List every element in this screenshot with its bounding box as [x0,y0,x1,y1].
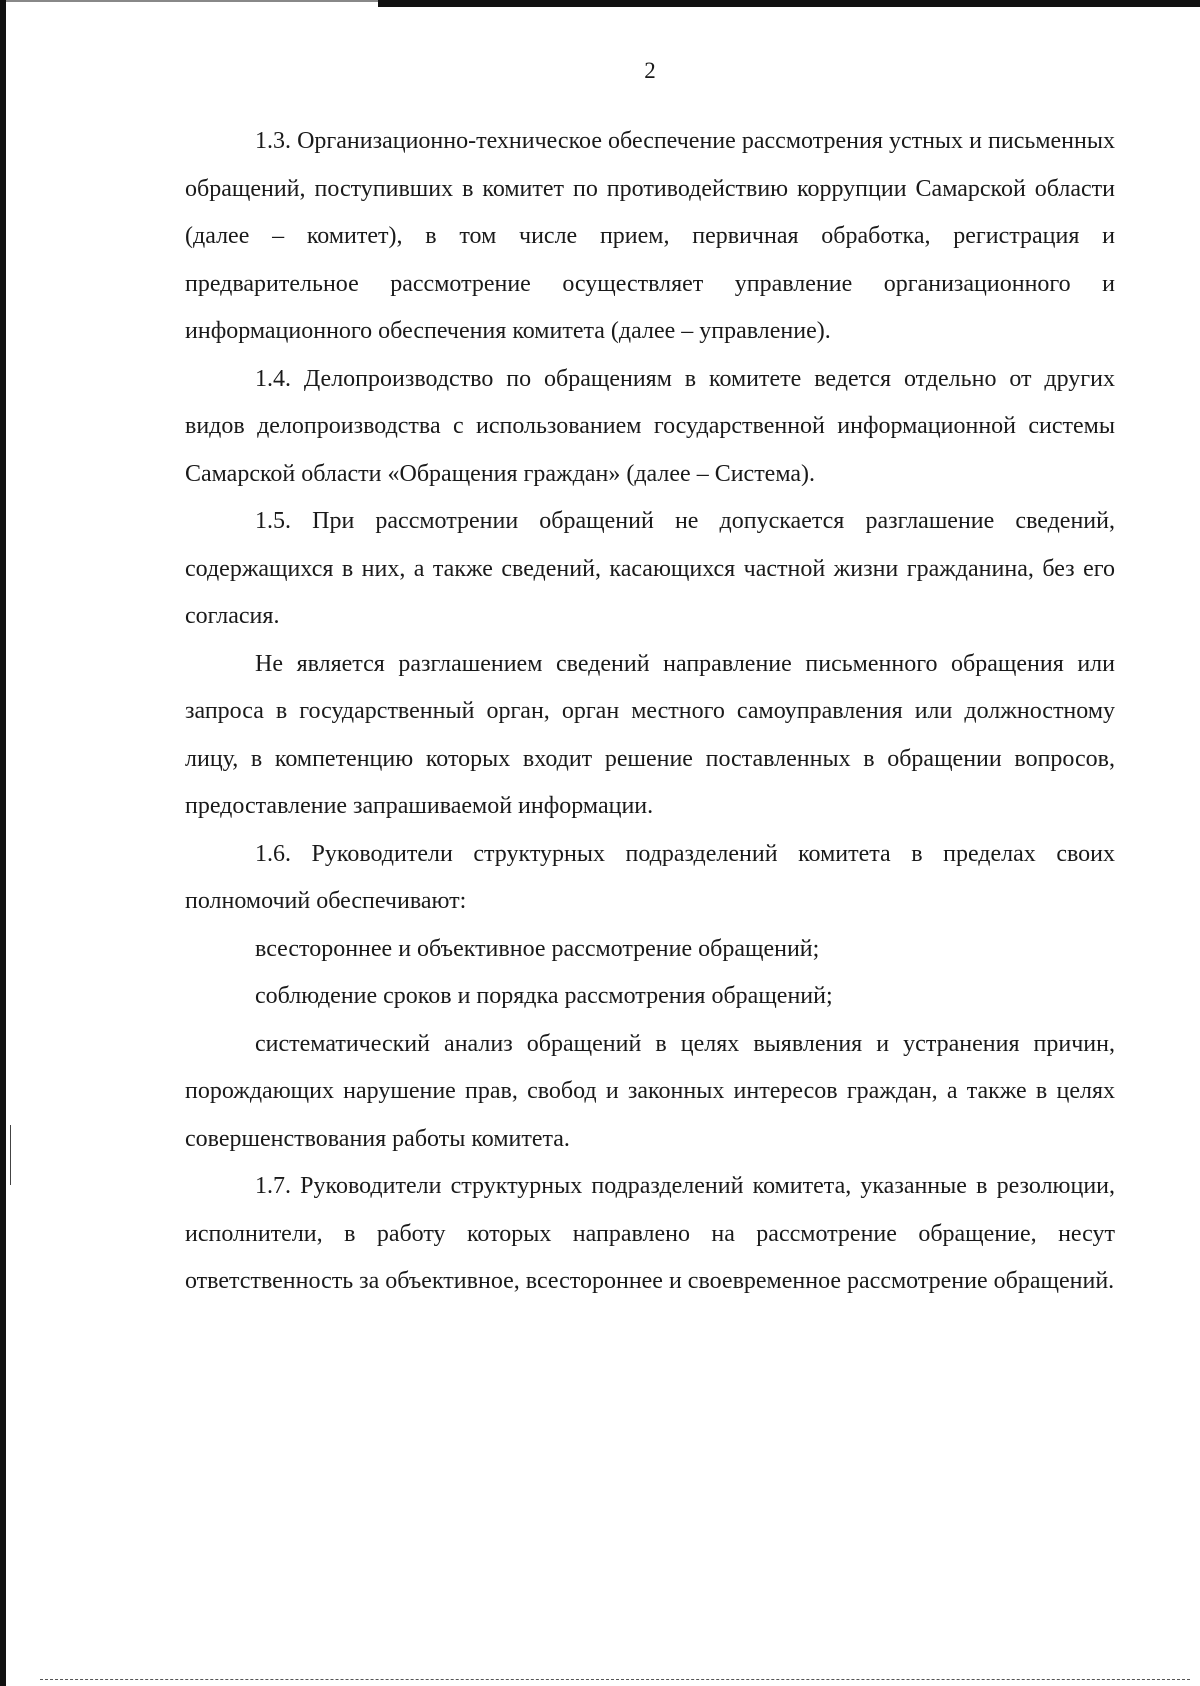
scan-left-border [0,0,6,1686]
paragraph-1-3: 1.3. Организационно-техническое обеспечение рассмотрения устных и письменных обращений, поступивших в комитет по противодействию коррупции Самарской области (далее – комитет), в том числе прием, первичная обработка, регистрация и предварительное рассмотрение осуществляет управление организационного и информационного обеспечения комитета (далее – управление). [185,128,1115,344]
page-number: 2 [644,58,656,83]
paragraph-1-6-item-a: всестороннее и объективное рассмотрение обращений; [255,935,820,962]
document-body [185,118,1115,1306]
paragraph-1-6-item-b: соблюдение сроков и порядка рассмотрения обращений; [255,983,833,1009]
scan-margin-mark [10,1125,11,1185]
paragraph-1-7: 1.7. Руководители структурных подразделений комитета, указанные в резолюции, исполнители, в работу которых направлено на рассмотрение обращение, несут ответственность за объективное, всестороннее и своевременное рассмотрение обращений. [185,1173,1115,1294]
paragraph-1-6-item-c: систематический анализ обращений в целях выявления и устранения причин, порождающих нарушение прав, свобод и законных интересов граждан, а также в целях совершенствования работы комитета. [185,1030,1115,1152]
scan-top-border-thin [0,0,378,2]
paragraph-1-5-disclosure: Не является разглашением сведений направление письменного обращения или запроса в государственный орган, орган местного самоуправления или должностному лицу, в компетенцию которых входит решение поставленных в обращении вопросов, предоставление запрашиваемой информации. [185,650,1115,819]
paragraph-1-5: 1.5. При рассмотрении обращений не допускается разглашение сведений, содержащихся в них, а также сведений, касающихся частной жизни гражданина, без его согласия. [185,508,1115,629]
scan-bottom-border [40,1679,1190,1680]
scan-top-border [378,0,1200,7]
paragraph-1-6: 1.6. Руководители структурных подразделений комитета в пределах своих полномочий обеспечивают: [185,840,1115,914]
paragraph-1-4: 1.4. Делопроизводство по обращениям в комитете ведется отдельно от других видов делопроизводства с использованием государственной информационной системы Самарской области «Обращения граждан» (далее – Система). [185,365,1115,487]
